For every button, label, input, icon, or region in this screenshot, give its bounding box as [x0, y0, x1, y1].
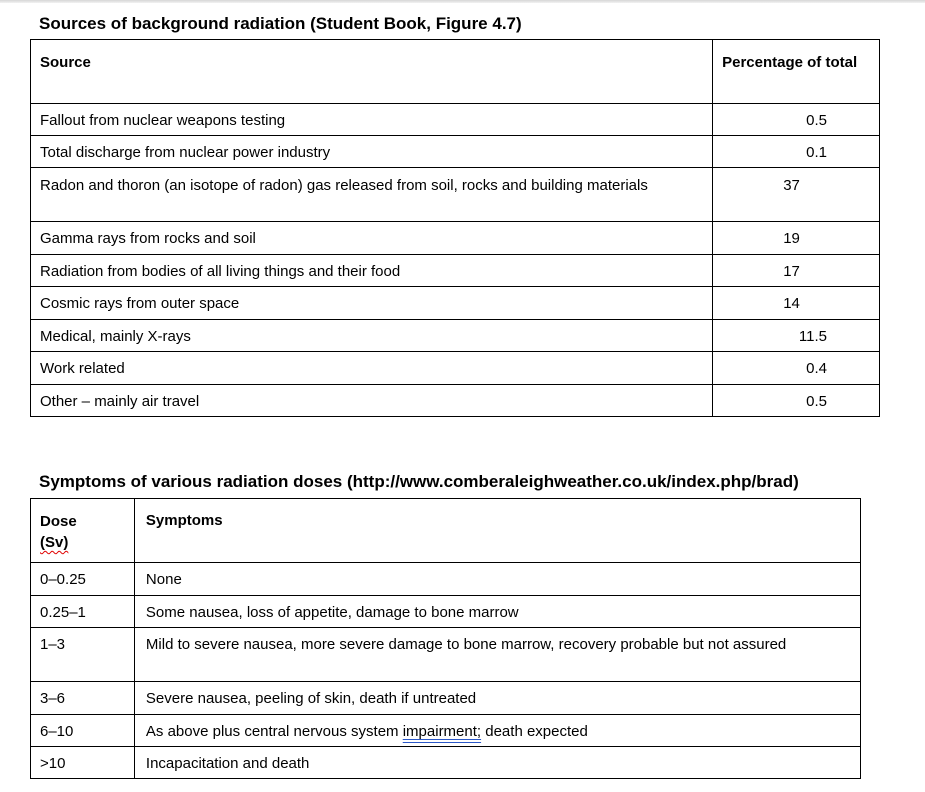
table-row — [31, 682, 861, 715]
table-row — [31, 168, 880, 222]
dose-cell: 3–6 — [31, 682, 135, 715]
symptoms-text: death expected — [481, 723, 588, 740]
header-dose — [31, 499, 135, 563]
radiation-dose-symptoms-table — [30, 498, 861, 779]
table-row — [31, 320, 880, 352]
source-cell: Work related — [31, 352, 713, 385]
percentage-cell: 37 — [713, 168, 880, 222]
table1-title: Sources of background radiation (Student Book, Figure 4.7) — [39, 14, 522, 33]
percentage-cell: 11.5 — [713, 320, 880, 352]
dose-cell: 0–0.25 — [31, 563, 135, 596]
source-cell: Radiation from bodies of all living things and their food — [31, 255, 713, 287]
table-row — [31, 352, 880, 385]
table-row — [31, 104, 880, 136]
percentage-cell: 19 — [713, 222, 880, 255]
table-row — [31, 628, 861, 682]
table-row — [31, 136, 880, 168]
table2-title: Symptoms of various radiation doses (http://www.comberaleighweather.co.uk/index.php/brad) — [39, 472, 799, 491]
symptoms-text: As above plus central nervous system — [145, 723, 403, 740]
dose-cell: >10 — [31, 747, 135, 779]
header-percentage: Percentage of total — [713, 40, 880, 104]
symptoms-cell: Severe nausea, peeling of skin, death if untreated — [134, 682, 860, 715]
table-row — [31, 222, 880, 255]
percentage-cell: 0.5 — [713, 385, 880, 417]
symptoms-cell: None — [134, 563, 860, 596]
table-row — [31, 563, 861, 596]
table-header-row — [31, 40, 880, 104]
page-top-edge — [0, 0, 925, 3]
percentage-cell: 0.1 — [713, 136, 880, 168]
table-row — [31, 255, 880, 287]
header-dose-unit: (Sv) — [40, 534, 69, 551]
source-cell: Medical, mainly X-rays — [31, 320, 713, 352]
symptoms-cell — [134, 715, 860, 747]
grammar-flagged-word[interactable]: impairment; — [402, 723, 482, 740]
table-header-row — [31, 499, 861, 563]
symptoms-cell: Some nausea, loss of appetite, damage to bone marrow — [134, 596, 860, 628]
table-row — [31, 715, 861, 747]
table-row — [31, 287, 880, 320]
symptoms-cell: Incapacitation and death — [134, 747, 860, 779]
source-cell: Radon and thoron (an isotope of radon) gas released from soil, rocks and building materials — [31, 168, 713, 222]
source-cell: Cosmic rays from outer space — [31, 287, 713, 320]
dose-cell: 0.25–1 — [31, 596, 135, 628]
source-cell: Fallout from nuclear weapons testing — [31, 104, 713, 136]
dose-cell: 6–10 — [31, 715, 135, 747]
source-cell: Other – mainly air travel — [31, 385, 713, 417]
percentage-cell: 0.5 — [713, 104, 880, 136]
percentage-cell: 14 — [713, 287, 880, 320]
table-row — [31, 747, 861, 779]
header-symptoms: Symptoms — [134, 499, 860, 563]
symptoms-cell: Mild to severe nausea, more severe damage to bone marrow, recovery probable but not assured — [134, 628, 860, 682]
dose-cell: 1–3 — [31, 628, 135, 682]
source-cell: Total discharge from nuclear power industry — [31, 136, 713, 168]
percentage-cell: 0.4 — [713, 352, 880, 385]
table-row — [31, 596, 861, 628]
header-source: Source — [31, 40, 713, 104]
background-radiation-table — [30, 39, 880, 417]
header-dose-label: Dose — [40, 513, 77, 530]
source-cell: Gamma rays from rocks and soil — [31, 222, 713, 255]
table-row — [31, 385, 880, 417]
percentage-cell: 17 — [713, 255, 880, 287]
